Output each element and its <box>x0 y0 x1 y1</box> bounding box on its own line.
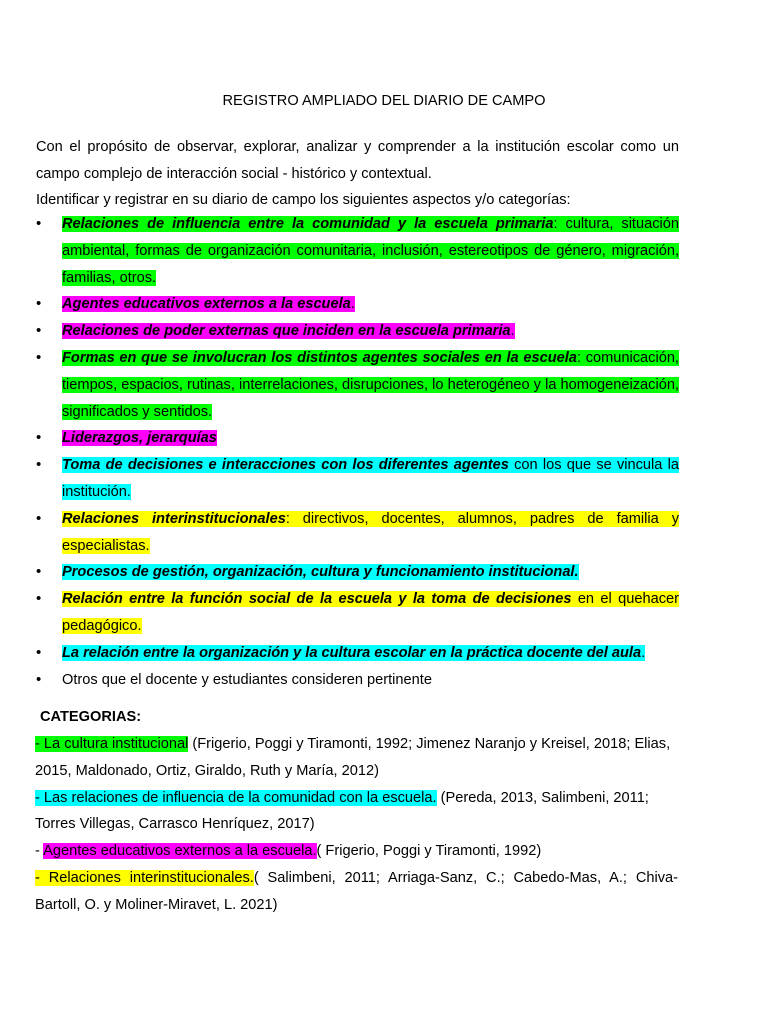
bullet-icon: • <box>36 215 42 232</box>
bullet-icon: • <box>36 643 42 661</box>
bullet-icon: • <box>36 429 42 447</box>
bullet-icon: • <box>36 348 42 366</box>
list-item: • La relación entre la organización y la cultura escolar en la práctica docente del aula. <box>36 640 679 667</box>
page-title: REGISTRO AMPLIADO DEL DIARIO DE CAMPO <box>222 93 546 109</box>
list-item: • Agentes educativos externos a la escuela. <box>36 291 679 318</box>
intro-instruction: Identificar y registrar en su diario de campo los siguientes aspectos y/o categorías: <box>36 192 571 208</box>
categories-heading: CATEGORIAS: <box>40 709 142 725</box>
categories-list <box>35 731 678 919</box>
list-item: • Toma de decisiones e interacciones con los diferentes agentes con los que se vincula la institución. <box>36 452 679 506</box>
bullet-icon: • <box>36 563 42 581</box>
category-item: - Relaciones interinstitucionales.( Salimbeni, 2011; Arriaga-Sanz, C.; Cabedo-Mas, A.; Chiva-Bartoll, O. y Moliner-Miravet, L. 2021) <box>35 869 678 913</box>
list-item: • Procesos de gestión, organización, cultura y funcionamiento institucional. <box>36 559 679 586</box>
category-item: - Las relaciones de influencia de la comunidad con la escuela. (Pereda, 2013, Salimbeni, 2011; Torres Villegas, Carrasco Henríquez, 2017) <box>35 789 649 833</box>
intro-purpose: Con el propósito de observar, explorar, analizar y comprender a la institución escolar como un campo complejo de interacción social - histórico y contextual. <box>36 139 679 182</box>
list-item: • Relaciones interinstitucionales: directivos, docentes, alumnos, padres de familia y especialistas. <box>36 506 679 560</box>
list-item: • Relaciones de poder externas que inciden en la escuela primaria. <box>36 318 679 345</box>
bullet-icon: • <box>36 456 42 474</box>
intro-paragraph <box>36 134 679 214</box>
bullet-icon: • <box>36 670 42 688</box>
bullet-icon: • <box>36 509 42 527</box>
bullet-icon: • <box>36 295 42 313</box>
category-item: - La cultura institucional (Frigerio, Poggi y Tiramonti, 1992; Jimenez Naranjo y Kreisel, 2018; Elias, 2015, Maldonado, Ortiz, Giraldo, Ruth y María, 2012) <box>35 736 671 779</box>
category-item: - Agentes educativos externos a la escuela.( Frigerio, Poggi y Tiramonti, 1992) <box>35 843 542 860</box>
bullet-icon: • <box>36 590 42 608</box>
list-item: • Formas en que se involucran los distintos agentes sociales en la escuela: comunicación, tiempos, espacios, rutinas, interrelaciones, disrupciones, lo heterogéneo y la homogeneización, significados y sentidos. <box>36 345 679 425</box>
list-item: • Relaciones de influencia entre la comunidad y la escuela primaria: cultura, situación ambiental, formas de organización comunitaria, inclusión, estereotipos de género, migración, familias, otros. <box>36 211 679 291</box>
aspect-list <box>36 211 679 693</box>
list-item: • Relación entre la función social de la escuela y la toma de decisiones en el quehacer pedagógico. <box>36 586 679 640</box>
list-item: • Liderazgos, jerarquías <box>36 425 679 452</box>
bullet-icon: • <box>36 322 42 340</box>
list-item: • Otros que el docente y estudiantes consideren pertinente <box>36 667 679 694</box>
